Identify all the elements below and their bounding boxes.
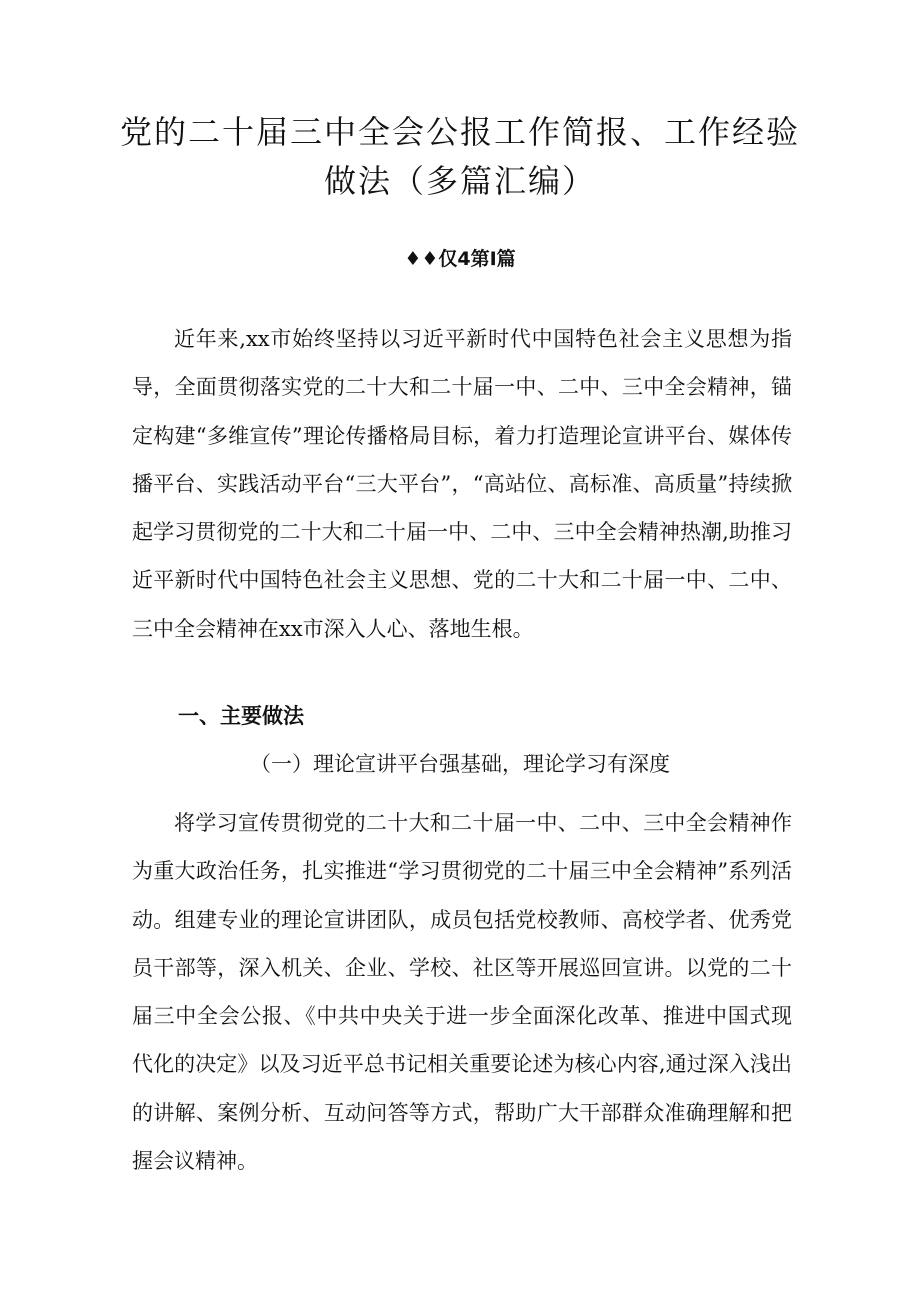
body-paragraph: 将学习宣传贯彻党的二十大和二十届一中、二中、三中全会精神作为重大政治任务，扎实推进“学习贯彻党的二十届三中全会精神”系列活动。组建专业的理论宣讲团队，成员包括党校教师、高校学者、优秀党员干部等，深入机关、企业、学校、社区等开展巡回宣讲。以党的二十届三中全会公报、《中共中央关于进一步全面深化改革、推进中国式现代化的决定》以及习近平总书记相关重要论述为核心内容,通过深入浅出的讲解、案例分析、互动问答等方式，帮助广大干部群众准确理解和把握会议精神。 (132, 811, 792, 1174)
subsection-heading: （一）理论宣讲平台强基础，理论学习有深度 (250, 752, 670, 776)
chapter-subtitle: ♦♦仅4第Ι篇 (404, 248, 516, 270)
intro-paragraph: 近年来,xx市始终坚持以习近平新时代中国特色社会主义思想为指导，全面贯彻落实党的二十大和二十届一中、二中、三中全会精神，锚定构建“多维宣传”理论传播格局目标，着力打造理论宣讲平台、媒体传播平台、实践活动平台“三大平台”，“高站位、高标准、高质量”持续掀起学习贯彻党的二十大和二十届一中、二中、三中全会精神热潮,助推习近平新时代中国特色社会主义思想、党的二十大和二十届一中、二中、三中全会精神在xx市深入人心、落地生根。 (132, 327, 792, 641)
document-title-line2: 做法（多篇汇编） (323, 162, 596, 200)
document-title-line1: 党的二十届三中全会公报工作简报、工作经验 (119, 113, 800, 151)
section-heading: 一、主要做法 (178, 704, 304, 728)
